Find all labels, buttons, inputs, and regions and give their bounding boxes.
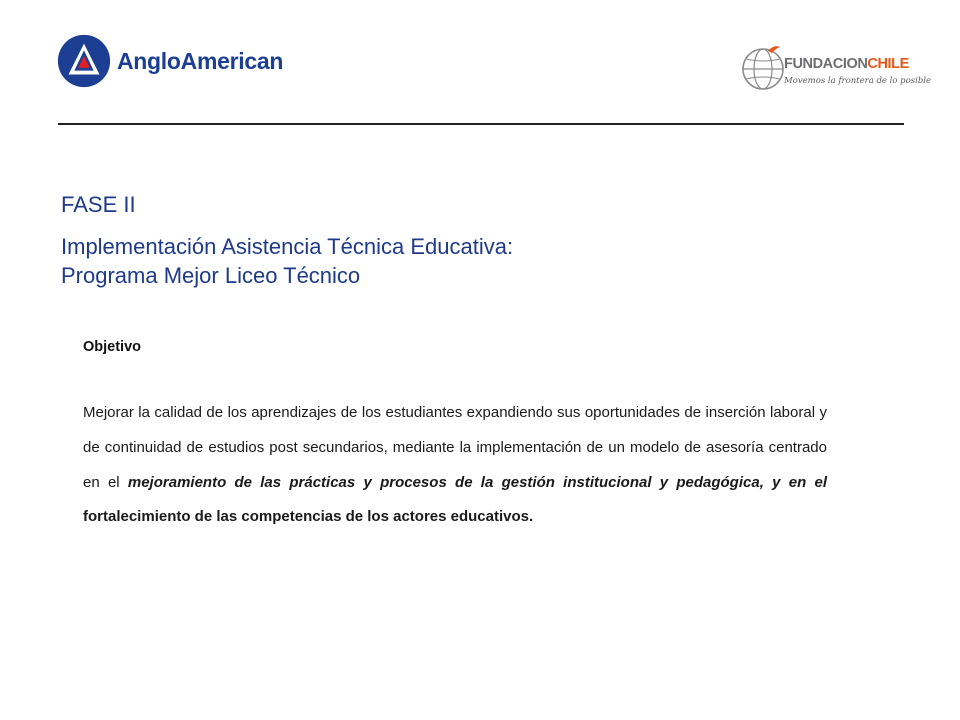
anglo-american-wordmark: AngloAmerican xyxy=(117,47,284,74)
fundacion-chile-logo xyxy=(738,40,932,94)
globe-icon xyxy=(738,42,788,92)
fundacion-chile-wordmark-part2: CHILE xyxy=(867,56,909,72)
fundacion-chile-wordmark-part1: FUNDACION xyxy=(784,56,868,72)
objective-text xyxy=(83,396,827,535)
fundacion-chile-tagline: Movemos la frontera de lo posible xyxy=(784,76,932,86)
main-title-line1: Implementación Asistencia Técnica Educativa: xyxy=(61,234,514,259)
objective-heading: Objetivo xyxy=(83,339,142,355)
objective-text-plain: Mejorar la calidad de los aprendizajes de los estudiantes expandiendo sus oportunidades de inserción laboral y de continuidad de estudios post secundarios, mediante la implementación de un modelo de asesoría centrado en el xyxy=(83,404,827,491)
main-title-line2: Programa Mejor Liceo Técnico xyxy=(61,263,361,288)
header-divider xyxy=(58,123,904,125)
fundacion-chile-wordmark xyxy=(784,56,909,72)
objective-text-bold: fortalecimiento de las competencias de los actores educativos. xyxy=(83,508,534,526)
anglo-american-mark-icon xyxy=(55,32,113,90)
anglo-american-logo xyxy=(55,32,295,90)
main-title xyxy=(61,232,513,290)
phase-title: FASE II xyxy=(61,192,136,217)
objective-text-emphasis: mejoramiento de las prácticas y procesos de la gestión institucional y pedagógica, y en el xyxy=(127,473,827,491)
